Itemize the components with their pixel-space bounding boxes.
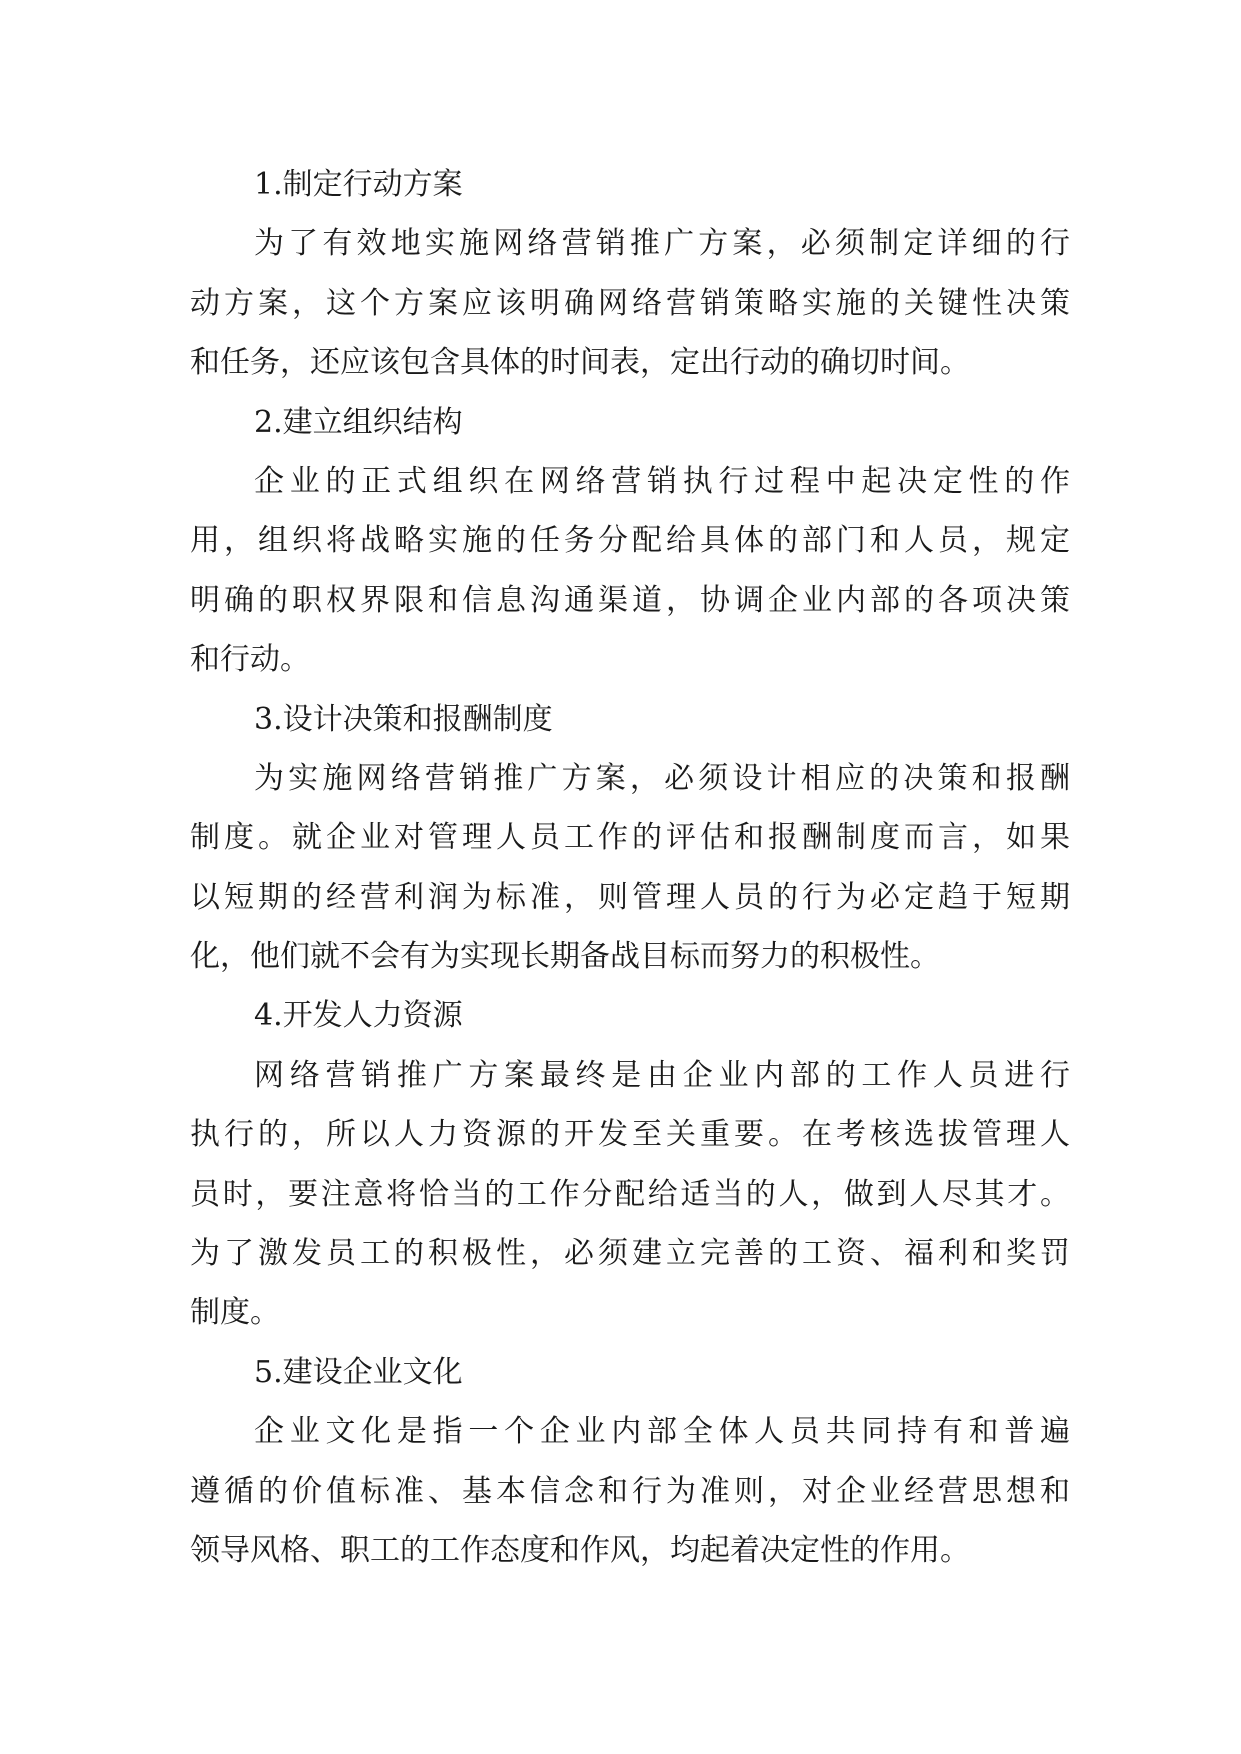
paragraph-line: 和任务，还应该包含具体的时间表，定出行动的确切时间。 [190,345,970,381]
paragraph-line: 领导风格、职工的工作态度和作风，均起着决定性的作用。 [190,1532,970,1568]
paragraph-line: 为了有效地实施网络营销推广方案，必须制定详细的行 [254,226,1070,262]
paragraph-line: 为了激发员工的积极性，必须建立完善的工资、福利和奖罚 [190,1236,1070,1272]
paragraph-line: 制度。就企业对管理人员工作的评估和报酬制度而言，如果 [190,820,1070,856]
paragraph-line: 动方案，这个方案应该明确网络营销策略实施的关键性决策 [190,285,1070,321]
paragraph-line: 执行的，所以人力资源的开发至关重要。在考核选拔管理人 [190,1117,1070,1153]
section-heading: 2.建立组织结构 [254,404,463,440]
section-heading: 4.开发人力资源 [254,998,463,1034]
paragraph-line: 化，他们就不会有为实现长期备战目标而努力的积极性。 [190,939,940,975]
section-heading: 3.设计决策和报酬制度 [254,701,553,737]
section-heading: 1.制定行动方案 [254,167,463,202]
paragraph-line: 员时，要注意将恰当的工作分配给适当的人，做到人尽其才。 [190,1176,1070,1212]
paragraph-line: 明确的职权界限和信息沟通渠道，协调企业内部的各项决策 [190,582,1070,618]
paragraph-line: 用，组织将战略实施的任务分配给具体的部门和人员，规定 [190,523,1070,559]
paragraph-line: 企业文化是指一个企业内部全体人员共同持有和普遍 [254,1414,1070,1450]
paragraph-line: 为实施网络营销推广方案，必须设计相应的决策和报酬 [254,760,1070,796]
paragraph-line: 制度。 [190,1295,280,1331]
paragraph-line: 网络营销推广方案最终是由企业内部的工作人员进行 [254,1057,1070,1093]
paragraph-line: 以短期的经营利润为标准，则管理人员的行为必定趋于短期 [190,879,1070,915]
paragraph-line: 和行动。 [190,642,310,678]
paragraph-line: 企业的正式组织在网络营销执行过程中起决定性的作 [254,463,1070,499]
document-body [190,155,1070,1580]
paragraph-line: 遵循的价值标准、基本信念和行为准则，对企业经营思想和 [190,1473,1070,1509]
section-heading: 5.建设企业文化 [254,1354,463,1390]
